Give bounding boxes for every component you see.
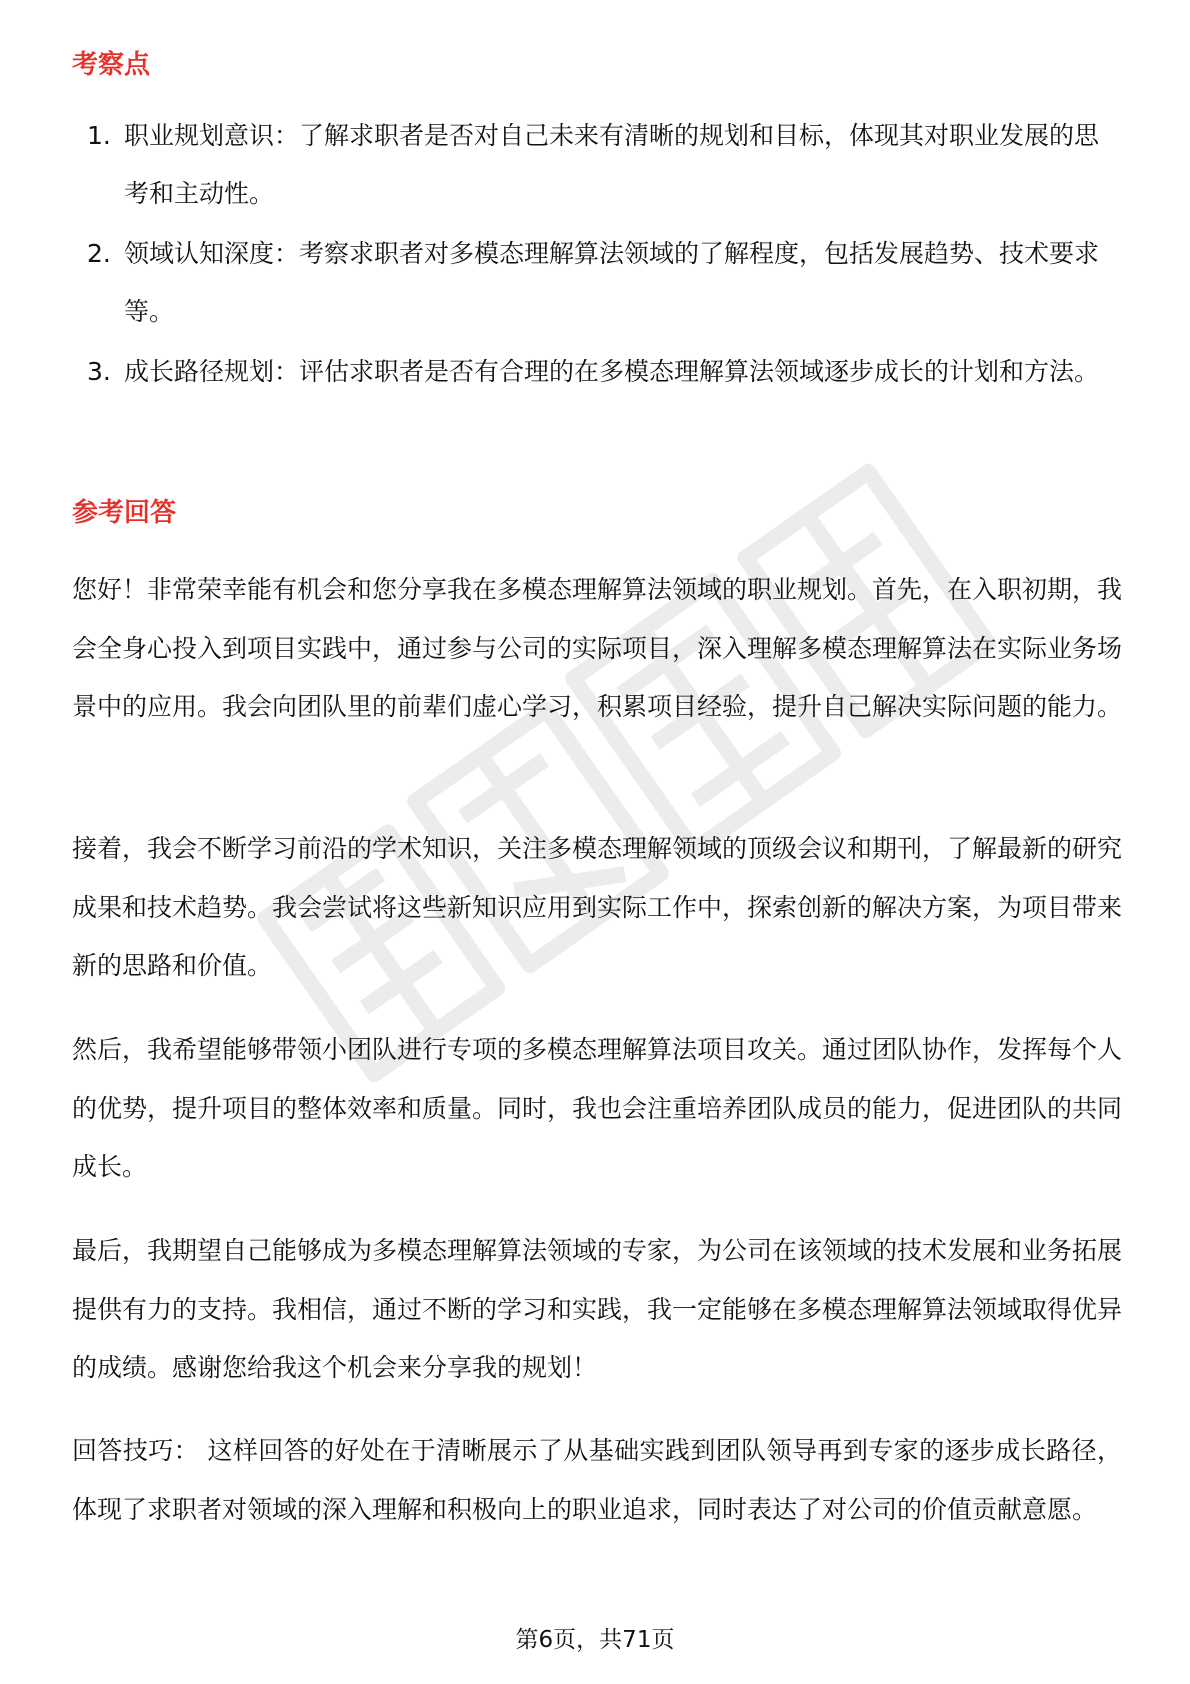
answer-paragraph-1: 您好！非常荣幸能有机会和您分享我在多模态理解算法领域的职业规划。首先，在入职初期，我会全身心投入到项目实践中，通过参与公司的实际项目，深入理解多模态理解算法在实际业务场景中的应用。我会向团队里的前辈们虚心学习，积累项目经验，提升自己解决实际问题的能力。 — [72, 575, 1123, 721]
reference-answer-heading: 参考回答 — [72, 498, 177, 528]
exam-points-heading: 考察点 — [72, 50, 151, 80]
answer-paragraph-2: 接着，我会不断学习前沿的学术知识，关注多模态理解领域的顶级会议和期刊，了解最新的研究成果和技术趋势。我会尝试将这些新知识应用到实际工作中，探索创新的解决方案，为项目带来新的思路和价值。 — [72, 834, 1123, 980]
exam-points-list — [72, 107, 1122, 403]
answer-paragraph-3: 然后，我希望能够带领小团队进行专项的多模态理解算法项目攻关。通过团队协作，发挥每个人的优势，提升项目的整体效率和质量。同时，我也会注重培养团队成员的能力，促进团队的共同成长。 — [72, 1035, 1123, 1181]
list-item — [72, 343, 1122, 401]
list-item-number: 1. — [87, 121, 111, 150]
list-item-text: 职业规划意识：了解求职者是否对自己未来有清晰的规划和目标，体现其对职业发展的思考和主动性。 — [124, 121, 1100, 208]
list-item-text: 成长路径规划：评估求职者是否有合理的在多模态理解算法领域逐步成长的计划和方法。 — [124, 357, 1100, 386]
list-item-number: 2. — [87, 239, 111, 268]
list-item-number: 3. — [87, 357, 111, 386]
page-number: 第6页，共71页 — [515, 1627, 675, 1653]
list-item — [72, 107, 1122, 223]
answer-tips-paragraph: 回答技巧： 这样回答的好处在于清晰展示了从基础实践到团队领导再到专家的逐步成长路径，体现了求职者对领域的深入理解和积极向上的职业追求，同时表达了对公司的价值贡献意愿。 — [72, 1436, 1122, 1524]
list-item-text: 领域认知深度：考察求职者对多模态理解算法领域的了解程度，包括发展趋势、技术要求等。 — [124, 239, 1100, 326]
answer-paragraph-4: 最后，我期望自己能够成为多模态理解算法领域的专家，为公司在该领域的技术发展和业务拓展提供有力的支持。我相信，通过不断的学习和实践，我一定能够在多模态理解算法领域取得优异的成绩。感谢您给我这个机会来分享我的规划！ — [72, 1236, 1123, 1382]
list-item — [72, 225, 1122, 341]
